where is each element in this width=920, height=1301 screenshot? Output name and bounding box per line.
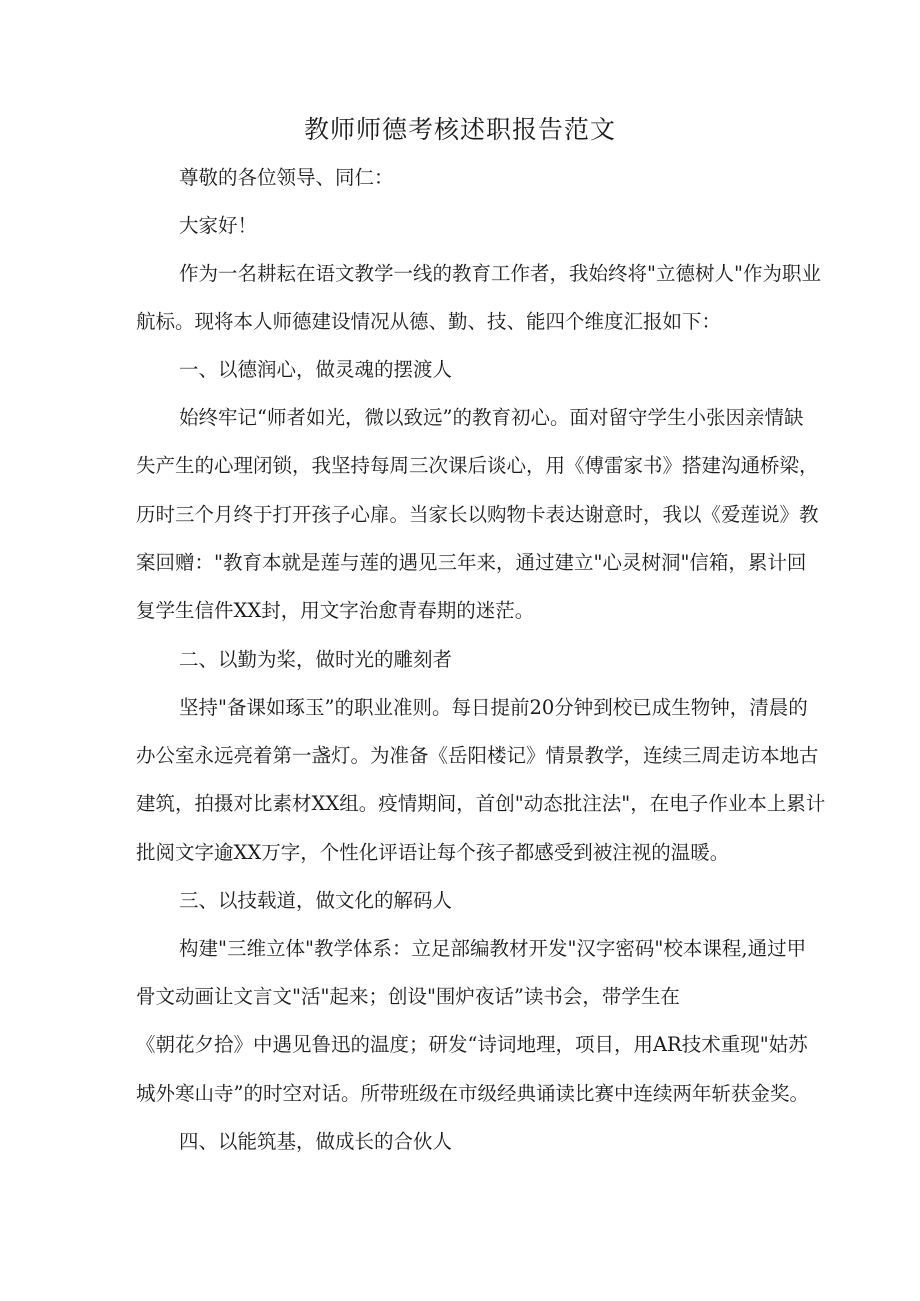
section-heading: 三、以技载道，做文化的解码人	[179, 889, 453, 912]
paragraph-line: 批阅文字逾XX万字，个性化评语让每个孩子都感受到被注视的温暖。	[136, 841, 730, 864]
paragraph-line: 办公室永远亮着第一盏灯。为准备《岳阳楼记》情景教学，连续三周走访本地古	[136, 744, 819, 767]
paragraph-line: 复学生信件XX封，用文字治愈青春期的迷茫。	[136, 599, 535, 622]
paragraph-line: 城外寒山寺”的时空对话。所带班级在市级经典诵读比赛中连续两年斩获金奖。	[136, 1082, 809, 1105]
section-heading: 二、以勤为桨，做时光的雕刻者	[179, 648, 453, 671]
paragraph-line: 始终牢记“师者如光，微以致远”的教育初心。面对留守学生小张因亲情缺	[179, 406, 804, 429]
paragraph-line: 失产生的心理闭锁，我坚持每周三次课后谈心，用《傅雷家书》搭建沟通桥梁，	[136, 454, 819, 477]
greeting: 大家好！	[179, 214, 258, 237]
section-heading: 一、以德润心，做灵魂的摆渡人	[179, 358, 453, 381]
paragraph-line: 建筑，拍摄对比素材XX组。疫情期间，首创"动态批注法"，在电子作业本上累计	[136, 792, 826, 815]
paragraph-line: 坚持"备课如琢玉”的职业准则。每日提前20分钟到校已成生物钟，清晨的	[179, 696, 808, 719]
paragraph-line: 构建"三维立体"教学体系：立足部编教材开发"汉字密码"校本课程,通过甲	[179, 937, 807, 960]
salutation: 尊敬的各位领导、同仁：	[179, 166, 394, 189]
document-title: 教师师德考核述职报告范文	[303, 115, 616, 144]
paragraph-line: 航标。现将本人师德建设情况从德、勤、技、能四个维度汇报如下：	[136, 310, 722, 333]
paragraph-line: 作为一名耕耘在语文教学一线的教育工作者，我始终将"立德树人"作为职业	[179, 262, 821, 285]
paragraph-line: 骨文动画让文言文"活"起来；创设"围炉夜话”读书会，带学生在	[136, 985, 680, 1008]
paragraph-line: 案回赠："教育本就是莲与莲的遇见三年来，通过建立"心灵树洞"信箱，累计回	[136, 551, 807, 574]
section-heading: 四、以能筑基，做成长的合伙人	[179, 1130, 453, 1153]
paragraph-line: 《朝花夕拾》中遇见鲁迅的温度；研发“诗词地理，项目，用AR技术重现"姑苏	[136, 1033, 808, 1056]
paragraph-line: 历时三个月终于打开孩子心扉。当家长以购物卡表达谢意时，我以《爱莲说》教	[136, 503, 819, 526]
